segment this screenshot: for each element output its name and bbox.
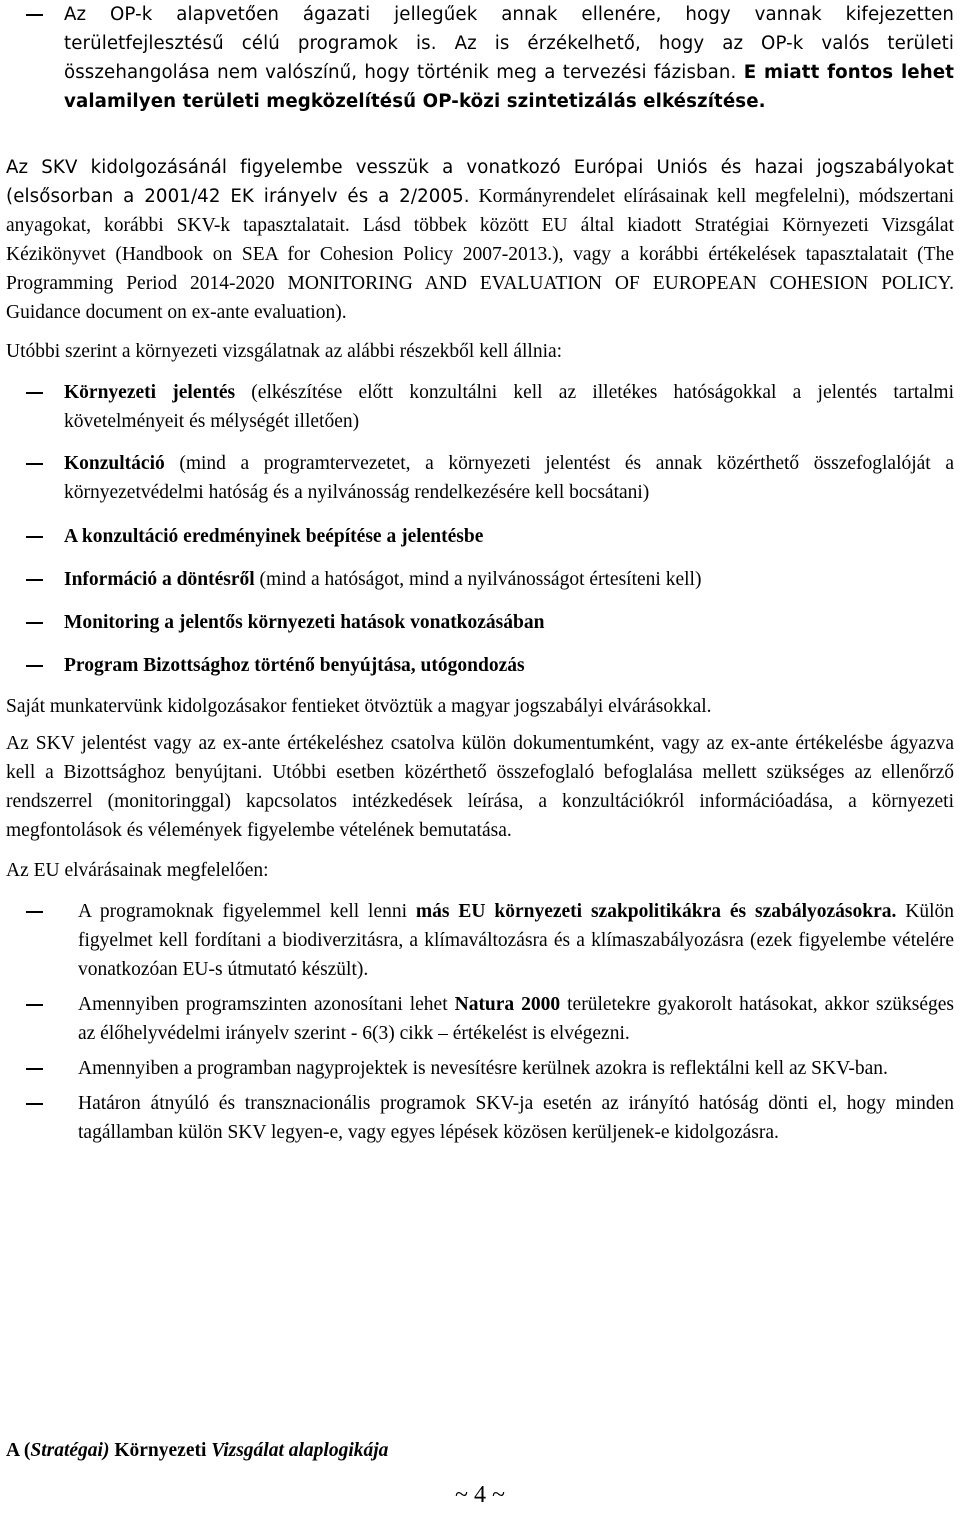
eu-item [6, 990, 954, 1048]
dash-marker [26, 1004, 43, 1006]
component-bold: Információ a döntésről [64, 569, 255, 590]
heading-part-b: Stratégai) [30, 1440, 110, 1461]
eu-item [6, 1054, 954, 1083]
component-item [6, 651, 954, 680]
eu-item-rest: területekre gyakorolt hatásokat, akkor szükséges az élőhelyvédelmi irányelv szerint - 6(3) cikk – értékelést is elvégezni. [78, 994, 954, 1044]
component-item [6, 378, 954, 436]
dash-marker [26, 392, 43, 394]
dash-marker [26, 1103, 43, 1105]
dash-marker [26, 463, 43, 465]
eu-list [6, 897, 954, 1147]
intro-bullet-bold: E miatt fontos lehet valamilyen területi megközelítésű OP-közi szintetizálás elkészítése. [64, 62, 954, 112]
skv-paragraph [6, 153, 954, 327]
dash-marker [26, 536, 43, 538]
eu-item [6, 1089, 954, 1147]
component-item [6, 565, 954, 594]
eu-item-text: Amennyiben programszinten azonosítani lehet [78, 994, 455, 1015]
section-heading [6, 1436, 388, 1465]
eu-item [6, 897, 954, 984]
heading-part-a: A ( [6, 1440, 31, 1461]
component-item [6, 608, 954, 637]
heading-part-d: Vizsgálat alaplogikája [211, 1440, 389, 1461]
intro-bullet [6, 0, 954, 116]
dash-marker [26, 14, 43, 16]
component-bold: Monitoring a jelentős környezeti hatások vonatkozásában [64, 612, 545, 633]
skv-jelentes-paragraph: Az SKV jelentést vagy az ex-ante értékeléshez csatolva külön dokumentumként, vagy az ex-ante értékelésbe ágyazva kell a Bizottsághoz benyújtani. Utóbbi esetben közérthető összefoglaló befoglalása mellett szükséges az ellenőrző rendszerrel (monitoringgal) kapcsolatos intézkedések leírása, a konzultációkról információadása, a környezeti megfontolások és vélemények figyelembe vételének bemutatása. [6, 733, 954, 841]
eu-intro: Az EU elvárásainak megfelelően: [6, 860, 269, 881]
eu-item-bold: Natura 2000 [454, 994, 561, 1015]
component-item [6, 449, 954, 507]
component-item [6, 522, 954, 551]
dash-marker [26, 579, 43, 581]
eu-item-rest: Külön figyelmet kell fordítani a biodiverzitásra, a klímaváltozásra és a klímaszabályozásra (ezek figyelembe vételére vonatkozóan EU-s útmutató készült). [78, 901, 955, 980]
dash-marker [26, 1068, 43, 1070]
skv-paragraph-part1: Az SKV kidolgozásánál figyelembe vesszük a vonatkozó Európai Uniós és hazai jogszabályokat (elsősorban a 2001/42 EK irányelv és a 2/2005. [6, 157, 954, 207]
component-bold: Program Bizottsághoz történő benyújtása, utógondozás [64, 655, 525, 676]
eu-item-text: Határon átnyúló és transznacionális programok SKV-ja esetén az irányító hatóság dönti el, hogy minden tagállamban külön SKV legyen-e, vagy egyes lépések közösen kerüljenek-e kidolgozásra. [78, 1093, 954, 1143]
component-bold: Környezeti jelentés [64, 382, 236, 403]
dash-marker [26, 622, 43, 624]
component-rest: (mind a hatóságot, mind a nyilvánosságot értesíteni kell) [254, 569, 702, 590]
components-list [6, 378, 954, 680]
dash-marker [26, 911, 43, 913]
skv-paragraph-part3: Lásd többek között EU által kiadott Stratégiai Környezeti Vizsgálat Kézikönyvet (Handbook on SEA for Cohesion Policy 2007-2013.), vagy a korábbi értékelések tapasztalatait (The Programming Period 2014-2020 MONITORING AND EVALUATION OF EUROPEAN COHESION POLICY. Guidance document on ex-ante evaluation). [6, 215, 955, 323]
eu-item-bold: más EU környezeti szakpolitikákra és szabályozásokra. [415, 901, 897, 922]
sajat-paragraph: Saját munkatervünk kidolgozásakor fentieket ötvöztük a magyar jogszabályi elvárásokkal. [6, 696, 712, 717]
skv-paragraph-part2: Kormányrendelet elírásainak kell megfelelni), módszertani anyagokat, korábbi SKV-k tapasztalatait. [6, 186, 954, 236]
component-rest: (elkészítése előtt konzultálni kell az illetékes hatóságokkal a jelentés tartalmi követelményeit és mélységét illetően) [64, 382, 954, 432]
heading-part-c: Környezeti [109, 1440, 212, 1461]
intro-bullet-text: Az OP-k alapvetően ágazati jellegűek annak ellenére, hogy vannak kifejezetten területfejlesztésű célú programok is. Az is érzékelhető, hogy az OP-k valós területi összehangolása nem valószínű, hogy történik meg a tervezési fázisban. [64, 4, 954, 83]
component-rest: (mind a programtervezetet, a környezeti jelentést és annak közérthető összefoglalóját a környezetvédelmi hatóság és a nyilvánosság rendelkezésére kell bocsátani) [64, 453, 954, 503]
component-bold: A konzultáció eredményinek beépítése a jelentésbe [64, 526, 484, 547]
document-page [6, 0, 954, 1147]
eu-item-text: A programoknak figyelemmel kell lenni [78, 901, 416, 922]
component-bold: Konzultáció [64, 453, 165, 474]
utobbi-intro: Utóbbi szerint a környezeti vizsgálatnak az alábbi részekből kell állnia: [6, 341, 563, 362]
dash-marker [26, 665, 43, 667]
page-number: ~ 4 ~ [455, 1482, 505, 1508]
eu-item-text: Amennyiben a programban nagyprojektek is nevesítésre kerülnek azokra is reflektálni kell az SKV-ban. [78, 1058, 888, 1079]
